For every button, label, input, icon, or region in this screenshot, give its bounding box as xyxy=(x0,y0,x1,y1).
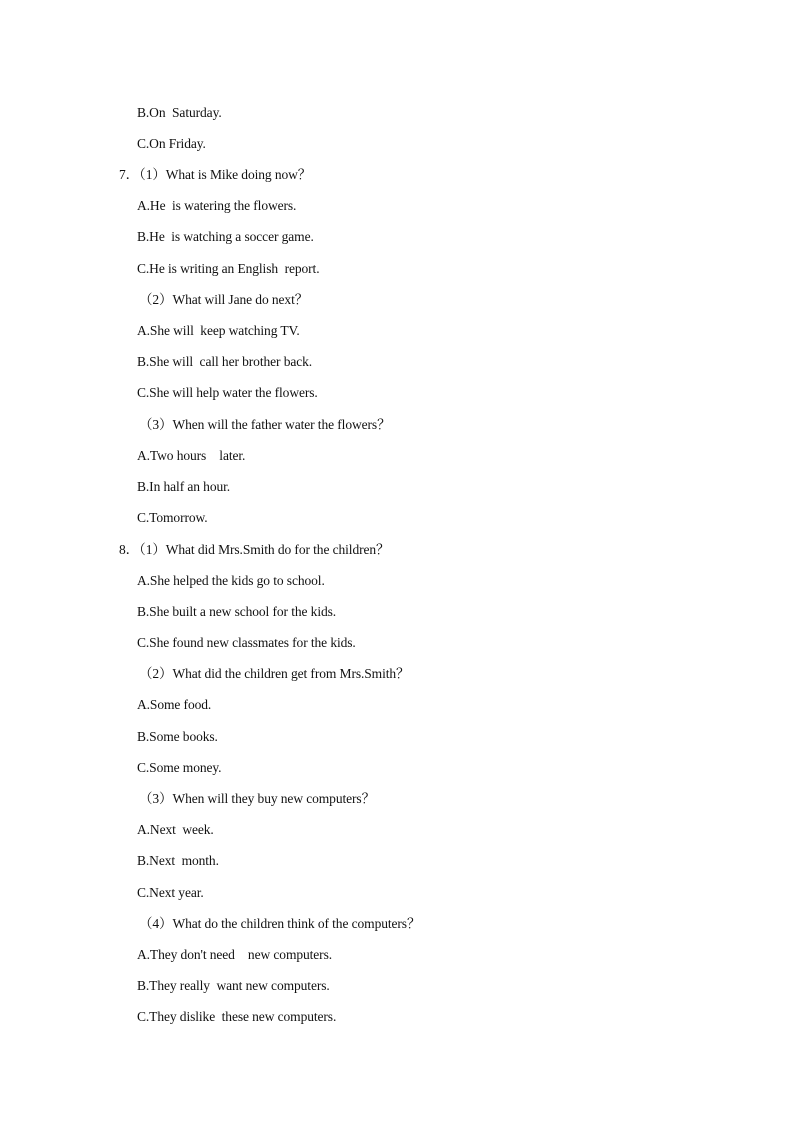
q8-part2-option-b: B.Some books. xyxy=(137,729,218,744)
q8-part4-option-c: C.They dislike these new computers. xyxy=(137,1009,337,1024)
q6-option-c: C.On Friday. xyxy=(137,136,206,151)
q7-part2-option-c: C.She will help water the flowers. xyxy=(137,385,318,400)
q7-part1-option-c: C.He is writing an English report. xyxy=(137,261,320,276)
q8-part4-option-b: B.They really want new computers. xyxy=(137,978,330,993)
q7-part3-option-c: C.Tomorrow. xyxy=(137,510,208,525)
q7-part1-option-b: B.He is watching a soccer game. xyxy=(137,229,314,244)
q8-part1-option-c: C.She found new classmates for the kids. xyxy=(137,635,356,650)
q8-part2-option-c: C.Some money. xyxy=(137,760,222,775)
q7-part3-option-a: A.Two hours later. xyxy=(137,448,246,463)
q8-part1-option-a: A.She helped the kids go to school. xyxy=(137,573,325,588)
q8-part2-option-a: A.Some food. xyxy=(137,697,212,712)
q8-part3-option-b: B.Next month. xyxy=(137,853,219,868)
q8-part3-option-a: A.Next week. xyxy=(137,822,214,837)
q7-part3-question: （3）When will the father water the flowers？ xyxy=(139,417,391,432)
q8-part1-question: 8．（1）What did Mrs.Smith do for the children？ xyxy=(119,542,390,557)
q8-part4-question: （4）What do the children think of the computers？ xyxy=(139,916,421,931)
q7-part2-option-a: A.She will keep watching TV. xyxy=(137,323,300,338)
q6-option-b: B.On Saturday. xyxy=(137,105,222,120)
q8-part2-question: （2）What did the children get from Mrs.Smith？ xyxy=(139,666,410,681)
q7-part2-option-b: B.She will call her brother back. xyxy=(137,354,313,369)
q8-part3-question: （3）When will they buy new computers？ xyxy=(139,791,375,806)
q8-part1-option-b: B.She built a new school for the kids. xyxy=(137,604,337,619)
q7-part3-option-b: B.In half an hour. xyxy=(137,479,231,494)
q8-part3-option-c: C.Next year. xyxy=(137,885,204,900)
q8-part4-option-a: A.They don't need new computers. xyxy=(137,947,333,962)
q7-part1-question: 7．（1）What is Mike doing now？ xyxy=(119,167,312,182)
q7-part2-question: （2）What will Jane do next？ xyxy=(139,292,309,307)
q7-part1-option-a: A.He is watering the flowers. xyxy=(137,198,297,213)
